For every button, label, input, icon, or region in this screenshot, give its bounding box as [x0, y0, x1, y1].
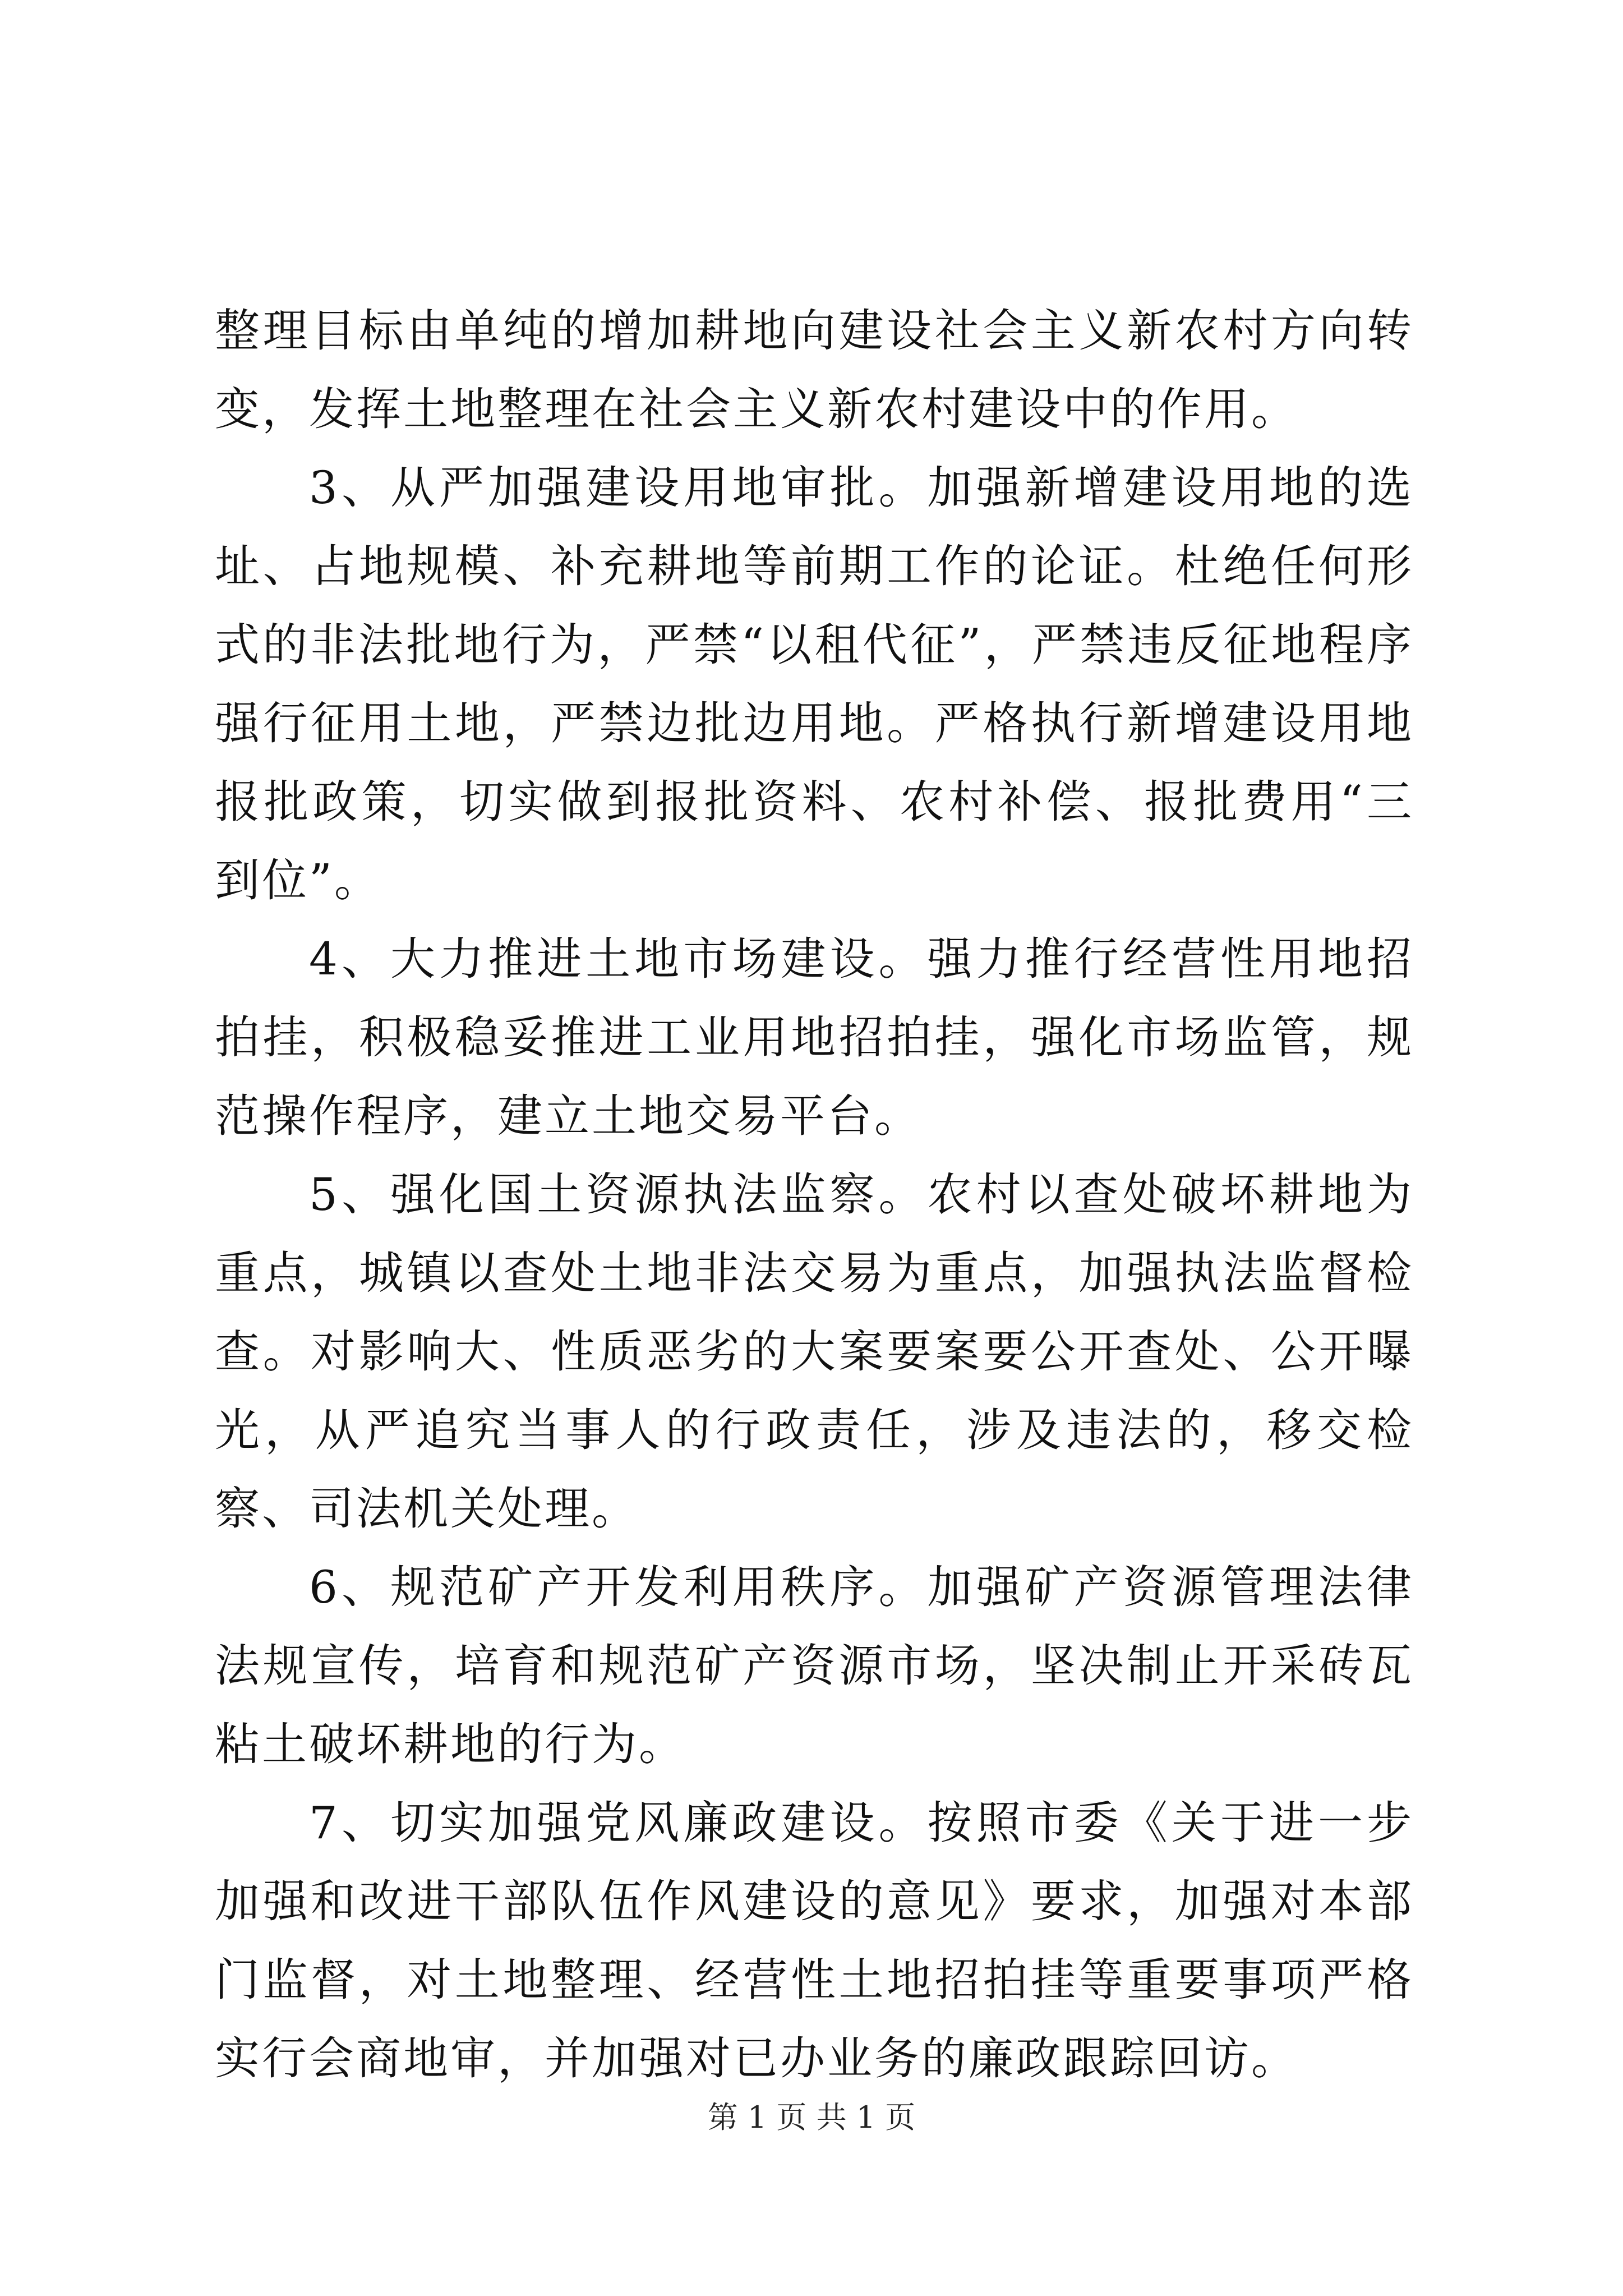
paragraph-continuation: 整理目标由单纯的增加耕地向建设社会主义新农村方向转变，发挥土地整理在社会主义新农村建设中的作用。 — [215, 305, 1414, 435]
paragraph-item-3: 3、从严加强建设用地审批。加强新增建设用地的选址、占地规模、补充耕地等前期工作的论证。杜绝任何形式的非法批地行为，严禁“以租代征”，严禁违反征地程序强行征用土地，严禁边批边用地。严格执行新增建设用地报批政策，切实做到报批资料、农村补偿、报批费用“三到位”。 — [215, 462, 1414, 907]
paragraph-item-4: 4、大力推进土地市场建设。强力推行经营性用地招拍挂，积极稳妥推进工业用地招拍挂，强化市场监管，规范操作程序，建立土地交易平台。 — [215, 933, 1414, 1142]
paragraph-item-6: 6、规范矿产开发利用秩序。加强矿产资源管理法律法规宣传，培育和规范矿产资源市场，坚决制止开采砖瓦粘土破坏耕地的行为。 — [215, 1561, 1414, 1770]
paragraph-item-7: 7、切实加强党风廉政建设。按照市委《关于进一步加强和改进干部队伍作风建设的意见》要求，加强对本部门监督，对土地整理、经营性土地招拍挂等重要事项严格实行会商地审，并加强对已办业务的廉政跟踪回访。 — [215, 1797, 1414, 2085]
document-body — [215, 292, 1414, 2098]
paragraph-item-5: 5、强化国土资源执法监察。农村以查处破坏耕地为重点，城镇以查处土地非法交易为重点，加强执法监督检查。对影响大、性质恶劣的大案要案要公开查处、公开曝光，从严追究当事人的行政责任，涉及违法的，移交检察、司法机关处理。 — [215, 1168, 1414, 1535]
page-number-footer: 第 1 页 共 1 页 — [707, 2100, 916, 2135]
